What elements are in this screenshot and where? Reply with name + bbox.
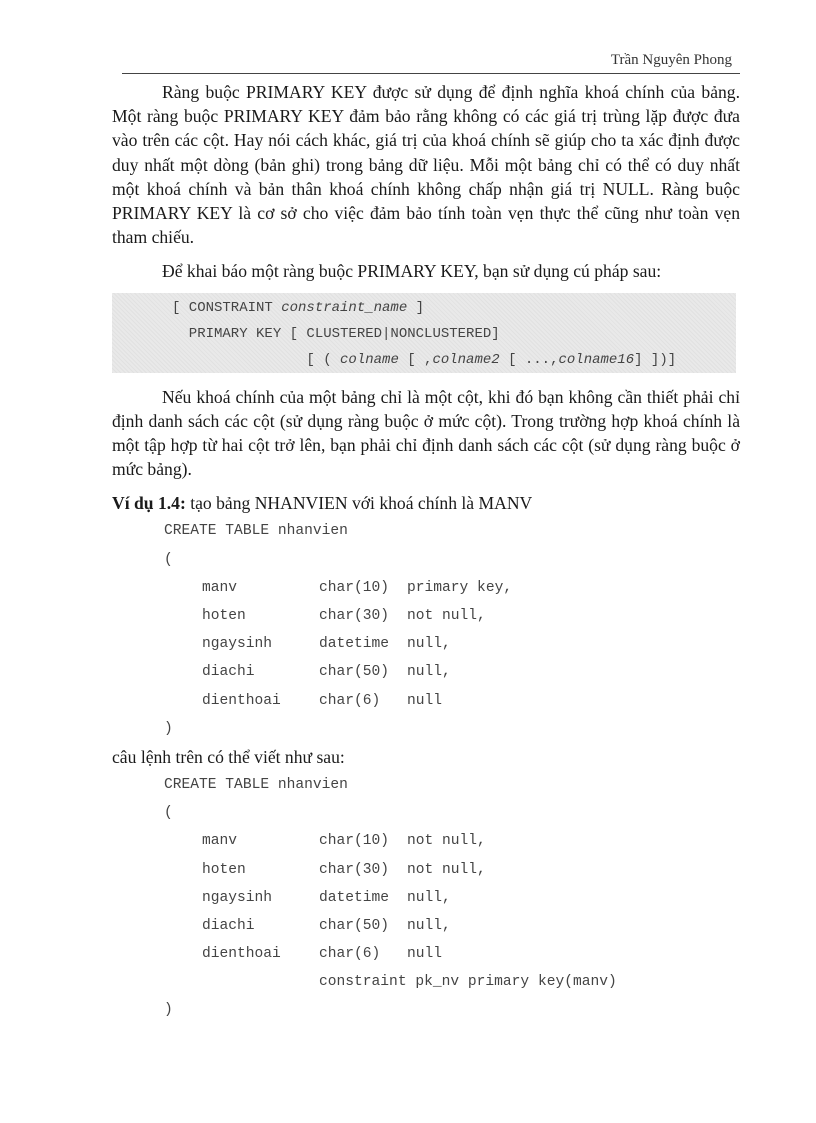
paragraph-column-list: Nếu khoá chính của một bảng chỉ là một cột, khi đó bạn không cần thiết phải chỉ định danh sách các cột (sử dụng ràng buộc ở mức cột). Trong trường hợp khoá chính là một tập hợp từ hai cột trở lên, bạn phải chỉ định danh sách các cột (sử dụng ràng buộc ở mức bảng). <box>112 386 740 480</box>
code-line-column: hoten char(30) not null, <box>202 608 486 624</box>
code-line-create: CREATE TABLE nhanvien <box>164 776 348 793</box>
syntax-line-primary-key: PRIMARY KEY [ CLUSTERED|NONCLUSTERED] <box>172 325 500 342</box>
paragraph-syntax-intro: Để khai báo một ràng buộc PRIMARY KEY, bạn sử dụng cú pháp sau: <box>162 261 662 282</box>
code-line-column: dienthoai char(6) null <box>202 946 443 963</box>
code-block-example-2 <box>164 771 740 1025</box>
paragraph-primary-key-intro: Ràng buộc PRIMARY KEY được sử dụng để định nghĩa khoá chính của bảng. Một ràng buộc PRIMARY KEY đảm bảo rằng không có các giá trị trùng lặp được đưa vào trên các cột. Hay nói cách khác, giá trị của khoá chính sẽ giúp cho ta xác định được duy nhất một dòng (bản ghi) trong bảng dữ liệu. Mỗi một bảng chỉ có thể có duy nhất một khoá chính và bản thân khoá chính không chấp nhận giá trị NULL. Ràng buộc PRIMARY KEY là cơ sở cho việc đảm bảo tính toàn vẹn thực thể cũng như toàn vẹn tham chiếu. <box>112 82 740 248</box>
code-line-open-paren: ( <box>164 551 173 568</box>
syntax-box <box>112 293 736 373</box>
transition-text: câu lệnh trên có thể viết như sau: <box>112 746 345 767</box>
code-line-close-paren: ) <box>164 720 173 737</box>
syntax-line-columns: [ ( colname [ ,colname2 [ ...,colname16] ])] <box>172 351 677 368</box>
code-line-column: ngaysinh datetime null, <box>202 636 451 653</box>
code-line-column: diachi char(50) null, <box>202 664 451 681</box>
code-line-column: ngaysinh datetime null, <box>202 889 451 906</box>
header-divider <box>122 73 740 74</box>
code-line-close-paren: ) <box>164 1002 173 1019</box>
code-line-open-paren: ( <box>164 805 173 822</box>
code-line-column: diachi char(50) null, <box>202 917 451 934</box>
syntax-line-constraint: [ CONSTRAINT constraint_name ] <box>172 299 425 316</box>
page-content <box>112 80 740 1025</box>
example-heading <box>112 491 740 515</box>
example-label: Ví dụ 1.4: <box>112 493 186 514</box>
code-line-column: hoten char(30) not null, <box>202 861 486 878</box>
page-header-author: Trần Nguyên Phong <box>610 52 732 68</box>
code-block-example-1 <box>164 517 740 743</box>
code-line-column: manv char(10) not null, <box>202 833 486 850</box>
code-line-column: dienthoai char(6) null <box>202 692 443 709</box>
code-line-column: manv char(10) primary key, <box>202 579 513 596</box>
code-line-constraint: constraint pk_nv primary key(manv) <box>319 974 617 991</box>
example-description: tạo bảng NHANVIEN với khoá chính là MANV <box>185 493 533 514</box>
code-line-create: CREATE TABLE nhanvien <box>164 523 348 540</box>
